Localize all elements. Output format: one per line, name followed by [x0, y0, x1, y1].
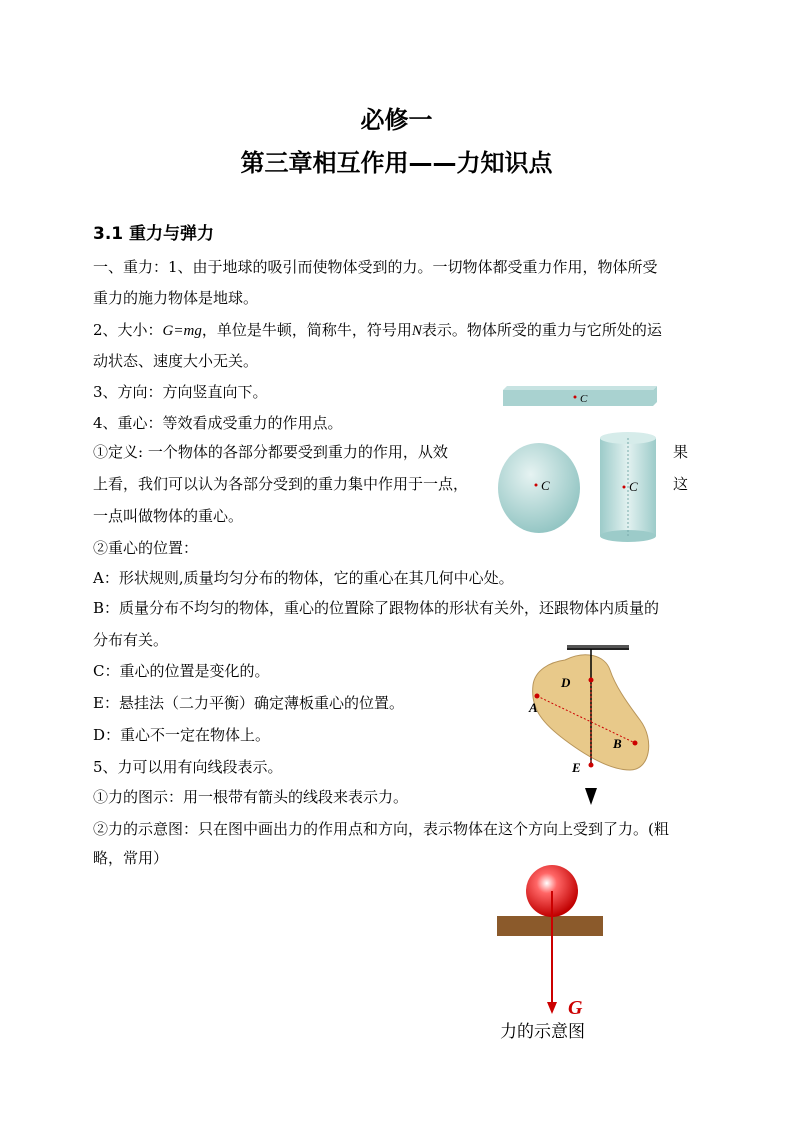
force-diagram-figure — [490, 858, 620, 1018]
text-line: 3、方向：方向竖直向下。 — [93, 383, 268, 401]
label-a: A — [529, 700, 538, 715]
text-line: 4、重心：等效看成受重力的作用点。 — [93, 414, 343, 432]
text-line: 果 — [673, 443, 689, 461]
text-line: A：形状规则,质量均匀分布的物体，它的重心在其几何中心处。 — [93, 569, 514, 587]
text: ，单位是牛顿，简称牛，符号用 — [201, 321, 412, 339]
label-c: C — [541, 478, 550, 493]
page-subtitle: 第三章相互作用——力知识点 — [240, 149, 553, 177]
text-line: 上看，我们可以认为各部分受到的重力集中作用于一点， — [93, 475, 469, 493]
text-line: D：重心不一定在物体上。 — [93, 726, 271, 744]
label-b: B — [613, 736, 622, 751]
label-c: C — [629, 479, 638, 494]
suspension-method-figure — [525, 640, 665, 810]
text-line: ①定义: 一个物体的各部分都要受到重力的作用，从效 — [93, 443, 448, 461]
text-line: E：悬挂法（二力平衡）确定薄板重心的位置。 — [93, 694, 404, 712]
section-heading: 3.1 重力与弹力 — [93, 224, 215, 244]
text-line: 重力的施力物体是地球。 — [93, 289, 259, 307]
page-title: 必修一 — [360, 106, 433, 134]
text-line — [93, 320, 662, 341]
text-line: 一点叫做物体的重心。 — [93, 507, 244, 525]
label-d: D — [561, 675, 571, 690]
text-line: ②重心的位置： — [93, 539, 199, 557]
text-line: C：重心的位置是变化的。 — [93, 662, 270, 680]
text-line: 略，常用） — [93, 849, 169, 867]
text-line: ①力的图示：用一根带有箭头的线段来表示力。 — [93, 788, 409, 806]
text-line: 5、力可以用有向线段表示。 — [93, 758, 283, 776]
sphere-shape — [498, 443, 580, 533]
label-c: C — [580, 393, 588, 405]
text-line: ②力的示意图：只在图中画出力的作用点和方向，表示物体在这个方向上受到了力。(粗 — [93, 820, 669, 838]
text: 2、大小： — [93, 321, 163, 339]
ground-surface — [497, 916, 603, 936]
text-line: 这 — [673, 475, 689, 493]
text-line: 分布有关。 — [93, 631, 169, 649]
force-label: G — [568, 997, 583, 1018]
center-of-gravity-figure — [495, 383, 665, 543]
formula: G=mg — [162, 323, 202, 339]
text-line: 动状态、速度大小无关。 — [93, 352, 259, 370]
text-line: 一、重力：1、由于地球的吸引而使物体受到的力。一切物体都受重力作用，物体所受 — [93, 258, 658, 276]
figure-caption: 力的示意图 — [500, 1022, 585, 1042]
text-line: B：质量分布不均匀的物体，重心的位置除了跟物体的形状有关外，还跟物体内质量的 — [93, 599, 660, 617]
symbol: N — [411, 323, 422, 339]
label-e: E — [572, 760, 581, 775]
text: 表示。物体所受的重力与它所处的运 — [421, 321, 662, 339]
